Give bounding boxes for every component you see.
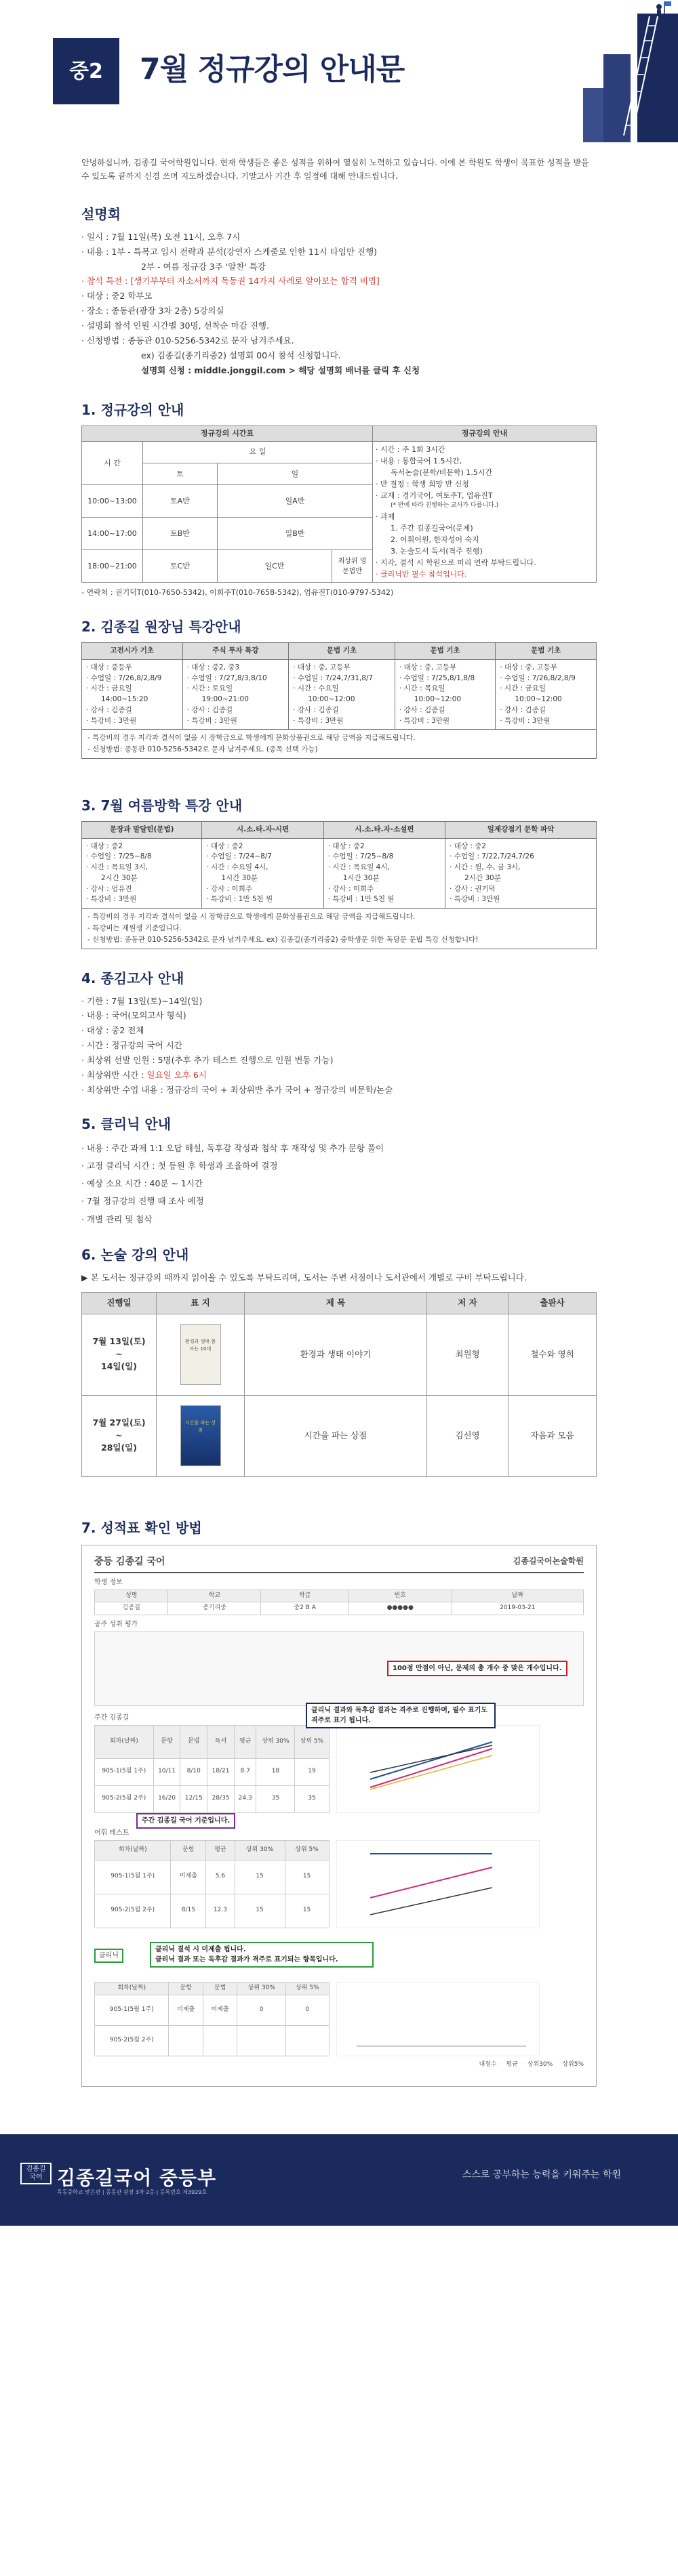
mini-head: 상위 5% — [286, 1982, 329, 1995]
cell-line: · 수업일 : 7/27,8/3,8/10 — [186, 673, 267, 682]
briefing-section — [0, 204, 678, 378]
date-line: 7월 27일(토) — [92, 1417, 146, 1428]
footer-logo-mark: 김종길국어 — [20, 2163, 52, 2184]
legend-item: 내점수 — [479, 2060, 497, 2068]
clinic-block — [94, 1982, 584, 2056]
cell-line: · 대상 : 중2 — [206, 842, 243, 850]
annotation-2: 클리닉 결과와 독후감 결과는 격주로 진행하며, 필수 표기도 격주로 표기 됩니다. — [306, 1703, 496, 1728]
book-cover-image: 환경과 생태 쫌 아는 10대 — [180, 1324, 221, 1385]
mini-cell: 12.3 — [206, 1894, 235, 1928]
ladder-illustration-icon — [576, 0, 678, 142]
mini-cell: 15 — [235, 1860, 285, 1894]
mini-cell: 35 — [295, 1785, 329, 1812]
date-line: ~ — [115, 1430, 123, 1440]
cell-line: · 시간 : 금요일 — [500, 684, 546, 693]
essay-cover — [157, 1395, 245, 1476]
essay-desc: ▶ 본 도서는 정규강의 때까지 읽어올 수 있도록 부탁드리며, 도서는 주변 서점이나 도서관에서 개별로 구비 부탁드립니다. — [81, 1272, 527, 1283]
essay-head: 저 자 — [427, 1292, 509, 1314]
mini-cell: 8/10 — [180, 1758, 207, 1785]
info-val: ●●●●● — [348, 1602, 452, 1615]
vocab-label: 어휘 테스트 — [94, 1829, 129, 1837]
mini-head: 평균 — [234, 1725, 256, 1758]
special-head: 고전시가 기초 — [82, 643, 183, 660]
mini-head: 문항 — [171, 1840, 206, 1860]
cell-line: · 수업일 : 7/25,8/1,8/8 — [399, 673, 475, 682]
cell-line: · 특강비 : 3만원 — [86, 895, 137, 904]
info-head: 성명 — [95, 1590, 168, 1602]
note-line: - 특강비는 재원생 기준입니다. — [87, 923, 182, 932]
cell-line: · 대상 : 중2 — [86, 842, 123, 850]
briefing-place: · 장소 : 종동관(광장 3차 2층) 5강의실 — [81, 306, 224, 316]
special-cell-5 — [496, 659, 597, 730]
row-extra: 최상위 영문법반 — [332, 550, 373, 583]
legend-item: 상위5% — [562, 2060, 584, 2068]
note-line: - 신청방법: 종동관 010-5256-5342로 문자 남겨주세요. (종목 선택 가능) — [87, 745, 318, 754]
row-sun: 일B반 — [218, 518, 373, 550]
essay-date — [82, 1395, 157, 1476]
briefing-content-2: 2부 - 여름 정규강 3주 '알찬' 특강 — [141, 261, 266, 272]
mini-cell: 8.7 — [234, 1758, 256, 1785]
summer-head: 시.소.타.자-시편 — [202, 821, 323, 838]
mini-cell: 미제출 — [171, 1860, 206, 1894]
legend-item: 평균 — [506, 2060, 518, 2068]
cell-line: · 강사 : 김종길 — [399, 705, 445, 714]
mini-cell: 12/15 — [180, 1785, 207, 1812]
essay-book-title: 환경과 생태 이야기 — [245, 1314, 427, 1395]
info-val: 중2 B A — [261, 1602, 348, 1615]
mini-cell: 19 — [295, 1758, 329, 1785]
mini-cell: 16/20 — [153, 1785, 180, 1812]
col-sat: 토 — [143, 463, 218, 485]
mini-head: 문법 — [180, 1725, 207, 1758]
mini-head: 문항 — [169, 1982, 203, 1995]
summer-cell-2 — [202, 838, 323, 909]
report-doc-title: 중등 김종길 국어 — [94, 1556, 165, 1567]
timetable-head: 정규강의 시간표 — [82, 425, 373, 442]
mini-cell: 24.3 — [234, 1785, 256, 1812]
cell-line: · 대상 : 중, 고등부 — [500, 663, 557, 671]
cell-line: 10:00~12:00 — [515, 695, 562, 704]
special-section — [0, 617, 678, 759]
col-day: 요 일 — [143, 442, 373, 463]
mini-cell: 18 — [256, 1758, 295, 1785]
cell-line: · 대상 : 중등부 — [86, 663, 132, 671]
essay-publisher: 철수와 영희 — [509, 1314, 597, 1395]
guide-head: 정규강의 안내 — [373, 425, 597, 442]
exam-line: · 최상위반 수업 내용 : 정규강의 국어 + 최상위반 추가 국어 + 정규강의 비문학/논술 — [81, 1084, 393, 1095]
summer-cell-3 — [323, 838, 445, 909]
report-card-sample — [81, 1545, 597, 2087]
annotation-4-line: 클리닉 결과 또는 독후감 결과가 격주로 표기되는 항목입니다. — [155, 1955, 338, 1964]
footer-logo: 김종길국어 중등부 — [57, 2166, 217, 2189]
special-title: 2. 김종길 원장님 특강안내 — [81, 619, 241, 636]
summer-section — [0, 795, 678, 949]
chart-legend — [94, 2060, 584, 2070]
mini-cell: 5.6 — [206, 1860, 235, 1894]
briefing-apply-1: · 신청방법 : 종동관 010-5256-5342로 문자 남겨주세요. — [81, 335, 294, 346]
clinic-tag: 클리닉 — [94, 1949, 123, 1963]
mini-head: 문법 — [203, 1982, 237, 1995]
special-head: 주식 투자 특강 — [182, 643, 289, 660]
weekly-block — [94, 1725, 584, 1813]
essay-cover — [157, 1314, 245, 1395]
cell-line: · 특강비 : 1만 5천 원 — [327, 895, 395, 904]
essay-head: 출판사 — [509, 1292, 597, 1314]
cell-line: · 수업일 : 7/26,8/2,8/9 — [86, 673, 162, 682]
legend-item: 상위30% — [527, 2060, 553, 2068]
guide-line: · 내용 : 통합국어 1.5시간, — [376, 457, 462, 466]
special-cell-3 — [289, 659, 395, 730]
special-head: 문법 기초 — [395, 643, 496, 660]
special-cell-1 — [82, 659, 183, 730]
cell-line: · 수업일 : 7/22,7/24,7/26 — [450, 852, 534, 861]
annotation-1: 100점 만점이 아닌, 문제의 총 개수 중 맞은 개수입니다. — [387, 1661, 567, 1676]
regular-table — [81, 425, 597, 583]
date-line: 28일(일) — [101, 1442, 137, 1453]
exam-section — [0, 968, 678, 1098]
cell-line: 1시간 30분 — [342, 873, 380, 882]
note-line: - 특강비의 경우 지각과 결석이 없을 시 장학금으로 학생에게 문화상품권으로 해당 금액을 지급해드립니다. — [87, 734, 416, 743]
cell-line: 1시간 30분 — [221, 873, 258, 882]
guide-line: · 시간 : 주 1회 3시간 — [376, 445, 445, 455]
guide-line: 1. 주간 김종길국어(문제) — [391, 524, 473, 533]
briefing-capacity: · 설명회 참석 인원 시간별 30명, 선착순 마감 진행. — [81, 320, 269, 331]
mini-cell: 28/35 — [207, 1785, 235, 1812]
exam-line: · 기한 : 7월 13일(토)~14일(일) — [81, 995, 203, 1006]
essay-author: 최원형 — [427, 1314, 509, 1395]
student-info-table — [94, 1590, 584, 1615]
guide-cell — [373, 442, 597, 583]
clinic-title: 5. 클리닉 안내 — [81, 1115, 172, 1132]
clinic-table — [94, 1982, 330, 2056]
essay-author: 김선영 — [427, 1395, 509, 1476]
info-head: 번호 — [348, 1590, 452, 1602]
cell-line: · 시간 : 토요일 — [186, 684, 233, 693]
mini-cell: 18/21 — [207, 1758, 235, 1785]
exam-line: · 대상 : 중2 전체 — [81, 1025, 144, 1036]
cell-line: · 특강비 : 1만 5천 원 — [206, 895, 273, 904]
score-label: 공주 성취 평가 — [94, 1620, 138, 1628]
mini-cell: 905-2(5월 2주) — [95, 2025, 169, 2056]
row-sun: 일C반 — [218, 550, 332, 583]
cell-line: · 강사 : 권기덕 — [450, 884, 496, 893]
report-header — [94, 1555, 584, 1573]
cell-line: · 강사 : 엄유진 — [86, 884, 132, 893]
special-notes — [81, 730, 597, 759]
cell-line: · 시간 : 목요일 3시, — [86, 863, 148, 872]
cell-line: · 수업일 : 7/26,8/2,8/9 — [500, 673, 576, 682]
cell-line: 10:00~12:00 — [308, 695, 355, 704]
briefing-content-1: · 내용 : 1부 - 특목고 입시 전략과 분석(강연자 스케줄로 인한 11시 타임만 진행) — [81, 246, 378, 257]
summer-title: 3. 7월 여름방학 특강 안내 — [81, 797, 243, 814]
row-time: 10:00~13:00 — [82, 485, 143, 518]
essay-head: 표 지 — [157, 1292, 245, 1314]
report-academy: 김종길국어논술학원 — [513, 1556, 584, 1566]
clinic-line: · 7월 정규강의 진행 때 조사 예정 — [81, 1196, 204, 1207]
mini-cell: 905-1(5월 1주) — [95, 1758, 154, 1785]
annotation-4-line: 클리닉 결석 시 미제출 됩니다. — [155, 1945, 246, 1953]
mini-cell: 15 — [285, 1860, 329, 1894]
date-line: 14일(일) — [101, 1361, 137, 1372]
mini-cell: 미제출 — [203, 1995, 237, 2025]
weekly-label: 주간 김종길 — [94, 1713, 129, 1722]
cell-line: · 수업일 : 7/25~8/8 — [327, 852, 394, 861]
guide-line: 2. 어휘어원, 한자성어 숙지 — [391, 535, 479, 545]
guide-line: (* 반에 따라 진행하는 교사가 다릅니다.) — [391, 502, 499, 510]
weekly-table — [94, 1725, 330, 1813]
cell-line: 10:00~12:00 — [414, 695, 462, 704]
mini-cell: 8/15 — [171, 1894, 206, 1928]
summer-head: 일제강점기 문학 파악 — [445, 821, 597, 838]
mini-cell: 15 — [285, 1894, 329, 1928]
row-time: 18:00~21:00 — [82, 550, 143, 583]
summer-cell-1 — [82, 838, 202, 909]
special-cell-2 — [182, 659, 289, 730]
guide-line: 독서논술(문학/비문학) 1.5시간 — [391, 468, 493, 478]
clinic-line: · 개별 관리 및 첨삭 — [81, 1213, 153, 1224]
cell-line: · 특강비 : 3만원 — [86, 716, 137, 725]
essay-title: 6. 논술 강의 안내 — [81, 1246, 189, 1263]
regular-section — [0, 400, 678, 600]
clinic-line: · 고정 클리닉 시간 : 첫 등원 후 학생과 조율하여 결정 — [81, 1160, 278, 1171]
mini-head: 회차(날짜) — [95, 1982, 169, 1995]
cell-line: 2시간 30분 — [101, 873, 138, 882]
exam-line: · 내용 : 국어(모의고사 형식) — [81, 1010, 186, 1021]
mini-cell: 0 — [286, 1995, 329, 2025]
special-head: 문법 기초 — [496, 643, 597, 660]
mini-head: 문항 — [153, 1725, 180, 1758]
cell-line: 2시간 30분 — [464, 873, 501, 882]
cell-line: · 특강비 : 3만원 — [399, 716, 450, 725]
report-section — [0, 1518, 678, 2087]
mini-cell: 905-1(5월 1주) — [95, 1995, 169, 2025]
mini-head: 회차(날짜) — [95, 1725, 154, 1758]
essay-table — [81, 1292, 597, 1477]
info-val: 2019-03-21 — [452, 1602, 583, 1615]
exam-top-time — [81, 1068, 597, 1083]
guide-line: · 반 결정 : 학생 희망 반 신청 — [376, 480, 469, 489]
cell-line: · 특강비 : 3만원 — [450, 895, 500, 904]
mini-head: 상위 5% — [285, 1840, 329, 1860]
cell-line: · 시간 : 수요일 — [293, 684, 339, 693]
briefing-title: 설명회 — [81, 205, 121, 222]
cell-line: · 대상 : 중2 — [450, 842, 487, 850]
cell-line: · 특강비 : 3만원 — [500, 716, 551, 725]
cell-line: · 강사 : 김종길 — [500, 705, 546, 714]
footer — [0, 2134, 678, 2226]
page-title: 7월 정규강의 안내문 — [140, 52, 405, 87]
summer-head: 문장과 말달린(문법) — [82, 821, 202, 838]
vocab-block — [94, 1840, 584, 1928]
col-time: 시 간 — [82, 442, 143, 485]
special-head: 문법 기초 — [289, 643, 395, 660]
info-head: 학급 — [261, 1590, 348, 1602]
cell-line: · 시간 : 목요일 4시, — [327, 863, 390, 872]
mini-head: 독서 — [207, 1725, 235, 1758]
mini-head: 상위 30% — [237, 1982, 286, 1995]
cell-line: 14:00~15:20 — [101, 695, 148, 704]
cell-line: · 특강비 : 3만원 — [293, 716, 344, 725]
cell-line: · 대상 : 중, 고등부 — [399, 663, 457, 671]
summer-notes — [81, 909, 597, 949]
cell-line: · 대상 : 중, 고등부 — [293, 663, 351, 671]
vocab-table — [94, 1840, 330, 1928]
cell-line: · 시간 : 금요일 — [86, 684, 132, 693]
exam-line: · 시간 : 정규강의 국어 시간 — [81, 1040, 182, 1051]
col-sun: 일 — [218, 463, 373, 485]
note-line: - 특강비의 경우 지각과 결석이 없을 시 장학금으로 학생에게 문화상품권으로 해당 금액을 지급해드립니다. — [87, 913, 416, 921]
cell-line: 19:00~21:00 — [201, 695, 249, 704]
student-info-label: 학생 정보 — [94, 1578, 123, 1586]
essay-publisher: 자음과 모음 — [509, 1395, 597, 1476]
vocab-chart — [336, 1840, 540, 1928]
cell-line: · 대상 : 중2 — [327, 842, 365, 850]
guide-line: · 클리닉반 필수 참석입니다. — [376, 570, 467, 579]
guide-line: · 지각, 결석 시 학원으로 미리 연락 부탁드립니다. — [376, 558, 536, 568]
info-val: 종기리중 — [168, 1602, 261, 1615]
essay-section — [0, 1245, 678, 1477]
essay-head: 진행일 — [82, 1292, 157, 1314]
mini-cell: 35 — [256, 1785, 295, 1812]
cell-line: · 강사 : 김종길 — [86, 705, 132, 714]
essay-book-title: 시간을 파는 상점 — [245, 1395, 427, 1476]
exam-line: · 최상위 선발 인원 : 5명(추후 추가 테스트 진행으로 인원 변동 가능) — [81, 1055, 334, 1066]
footer-motto: 스스로 공부하는 능력을 키워주는 학원 — [462, 2169, 621, 2180]
info-head: 학교 — [168, 1590, 261, 1602]
summer-table — [81, 821, 597, 909]
special-cell-4 — [395, 659, 496, 730]
cell-line: · 강사 : 김종길 — [186, 705, 233, 714]
special-table — [81, 642, 597, 730]
cell-line: · 특강비 : 3만원 — [186, 716, 237, 725]
regular-contact: - 연락처 : 권기덕T(010-7650-5342), 이희주T(010-7658-5342), 엄유진T(010-9797-5342) — [81, 588, 394, 598]
clinic-line: · 내용 : 주간 과제 1:1 오답 해설, 독후감 작성과 첨삭 후 재작성 및 추가 문항 풀이 — [81, 1142, 384, 1153]
briefing-apply-3: 설명회 신청 : middle.jonggil.com > 해당 설명회 배너를 클릭 후 신청 — [141, 365, 420, 375]
briefing-apply-2: ex) 김종길(종기리중2) 설명회 00시 참석 신청합니다. — [141, 350, 341, 360]
mini-cell: 미제출 — [169, 1995, 203, 2025]
cell-line: · 시간 : 수요일 4시, — [206, 863, 268, 872]
summer-head: 시.소.타.자-소설편 — [323, 821, 445, 838]
exam-top-time-label: · 최상위반 시간 : — [81, 1069, 147, 1080]
mini-cell: 905-1(5월 1주) — [95, 1860, 171, 1894]
mini-cell: 905-2(5월 2주) — [95, 1785, 154, 1812]
cell-line: · 대상 : 중2, 중3 — [186, 663, 240, 671]
book-cover-image: 시간을 파는 상점 — [180, 1405, 221, 1466]
guide-line: 3. 논술도서 독서(격주 진행) — [391, 547, 483, 556]
annotation-4 — [150, 1942, 374, 1968]
mini-head: 상위 30% — [256, 1725, 295, 1758]
mini-head: 상위 5% — [295, 1725, 329, 1758]
grade-badge: 중2 — [53, 38, 119, 104]
cell-line: · 강사 : 이희주 — [206, 884, 252, 893]
briefing-target: · 대상 : 중2 학부모 — [81, 291, 153, 302]
briefing-date: · 일시 : 7월 11일(목) 오전 11시, 오후 7시 — [81, 231, 241, 242]
clinic-section — [0, 1114, 678, 1228]
header — [0, 0, 678, 142]
exam-title: 4. 종김고사 안내 — [81, 970, 184, 986]
regular-title: 1. 정규강의 안내 — [81, 401, 184, 418]
guide-line: · 교재 : 경기국어, 여토주T, 업유진T — [376, 491, 493, 501]
essay-head: 제 목 — [245, 1292, 427, 1314]
exam-top-time-value: 일요일 오후 6시 — [146, 1069, 207, 1080]
note-line: - 신청방법: 종동관 010-5256-5342로 문자 남겨주세요. ex) 김종길(종기리중2) 중학생문 위한 독당문 문법 특강 신청합니다! — [87, 935, 479, 944]
intro-text: 안녕하십니까, 김종길 국어학원입니다. 현재 학생들은 좋은 성적을 위하여 열심히 노력하고 있습니다. 이에 본 학원도 학생이 목표한 성적을 받을 수 있도록 끝까지 신경 쓰며 지도하겠습니다. 기말고사 기간 후 일정에 대해 안내드립니다. — [81, 158, 589, 182]
mini-head: 상위 30% — [235, 1840, 285, 1860]
cell-line: · 시간 : 목요일 — [399, 684, 445, 693]
footer-address: 목동중학교 맞은편 | 종동관 광장 3차 2층 | 등록번호 제3929호 — [57, 2188, 207, 2195]
summer-cell-4 — [445, 838, 597, 909]
report-title: 7. 성적표 확인 방법 — [81, 1519, 202, 1536]
row-sat: 토B반 — [143, 518, 218, 550]
info-val: 김종길 — [95, 1602, 168, 1615]
row-sat: 토A반 — [143, 485, 218, 518]
essay-date — [82, 1314, 157, 1395]
mini-cell: 0 — [237, 1995, 286, 2025]
row-sat: 토C반 — [143, 550, 218, 583]
cell-line: · 수업일 : 7/24~8/7 — [206, 852, 272, 861]
info-head: 날짜 — [452, 1590, 583, 1602]
clinic-line: · 예상 소요 시간 : 40분 ~ 1시간 — [81, 1178, 203, 1189]
cell-line: · 수업일 : 7/25~8/8 — [86, 852, 152, 861]
cell-line: · 강사 : 이희주 — [327, 884, 374, 893]
briefing-special: · 참석 특전 : [생기부부터 자소서까지 독동권 14가지 사례로 알아보는 합격 비법] — [81, 276, 380, 287]
date-line: 7월 13일(토) — [92, 1335, 146, 1346]
mini-cell: 10/11 — [153, 1758, 180, 1785]
weekly-chart — [336, 1725, 540, 1813]
cell-line: · 강사 : 김종길 — [293, 705, 339, 714]
guide-line: · 과제 — [376, 512, 395, 522]
date-line: ~ — [115, 1348, 123, 1359]
mini-cell: 905-2(5월 2주) — [95, 1894, 171, 1928]
mini-head: 회차(날짜) — [95, 1840, 171, 1860]
cell-line: · 시간 : 월, 수, 금 3시, — [450, 863, 521, 872]
clinic-chart — [336, 1982, 540, 2056]
row-time: 14:00~17:00 — [82, 518, 143, 550]
mini-cell: 15 — [235, 1894, 285, 1928]
row-sun: 일A반 — [218, 485, 373, 518]
annotation-3: 주간 김종길 국어 기준입니다. — [136, 1813, 235, 1829]
cell-line: · 수업일 : 7/24,7/31,8/7 — [293, 673, 374, 682]
mini-head: 평균 — [206, 1840, 235, 1860]
